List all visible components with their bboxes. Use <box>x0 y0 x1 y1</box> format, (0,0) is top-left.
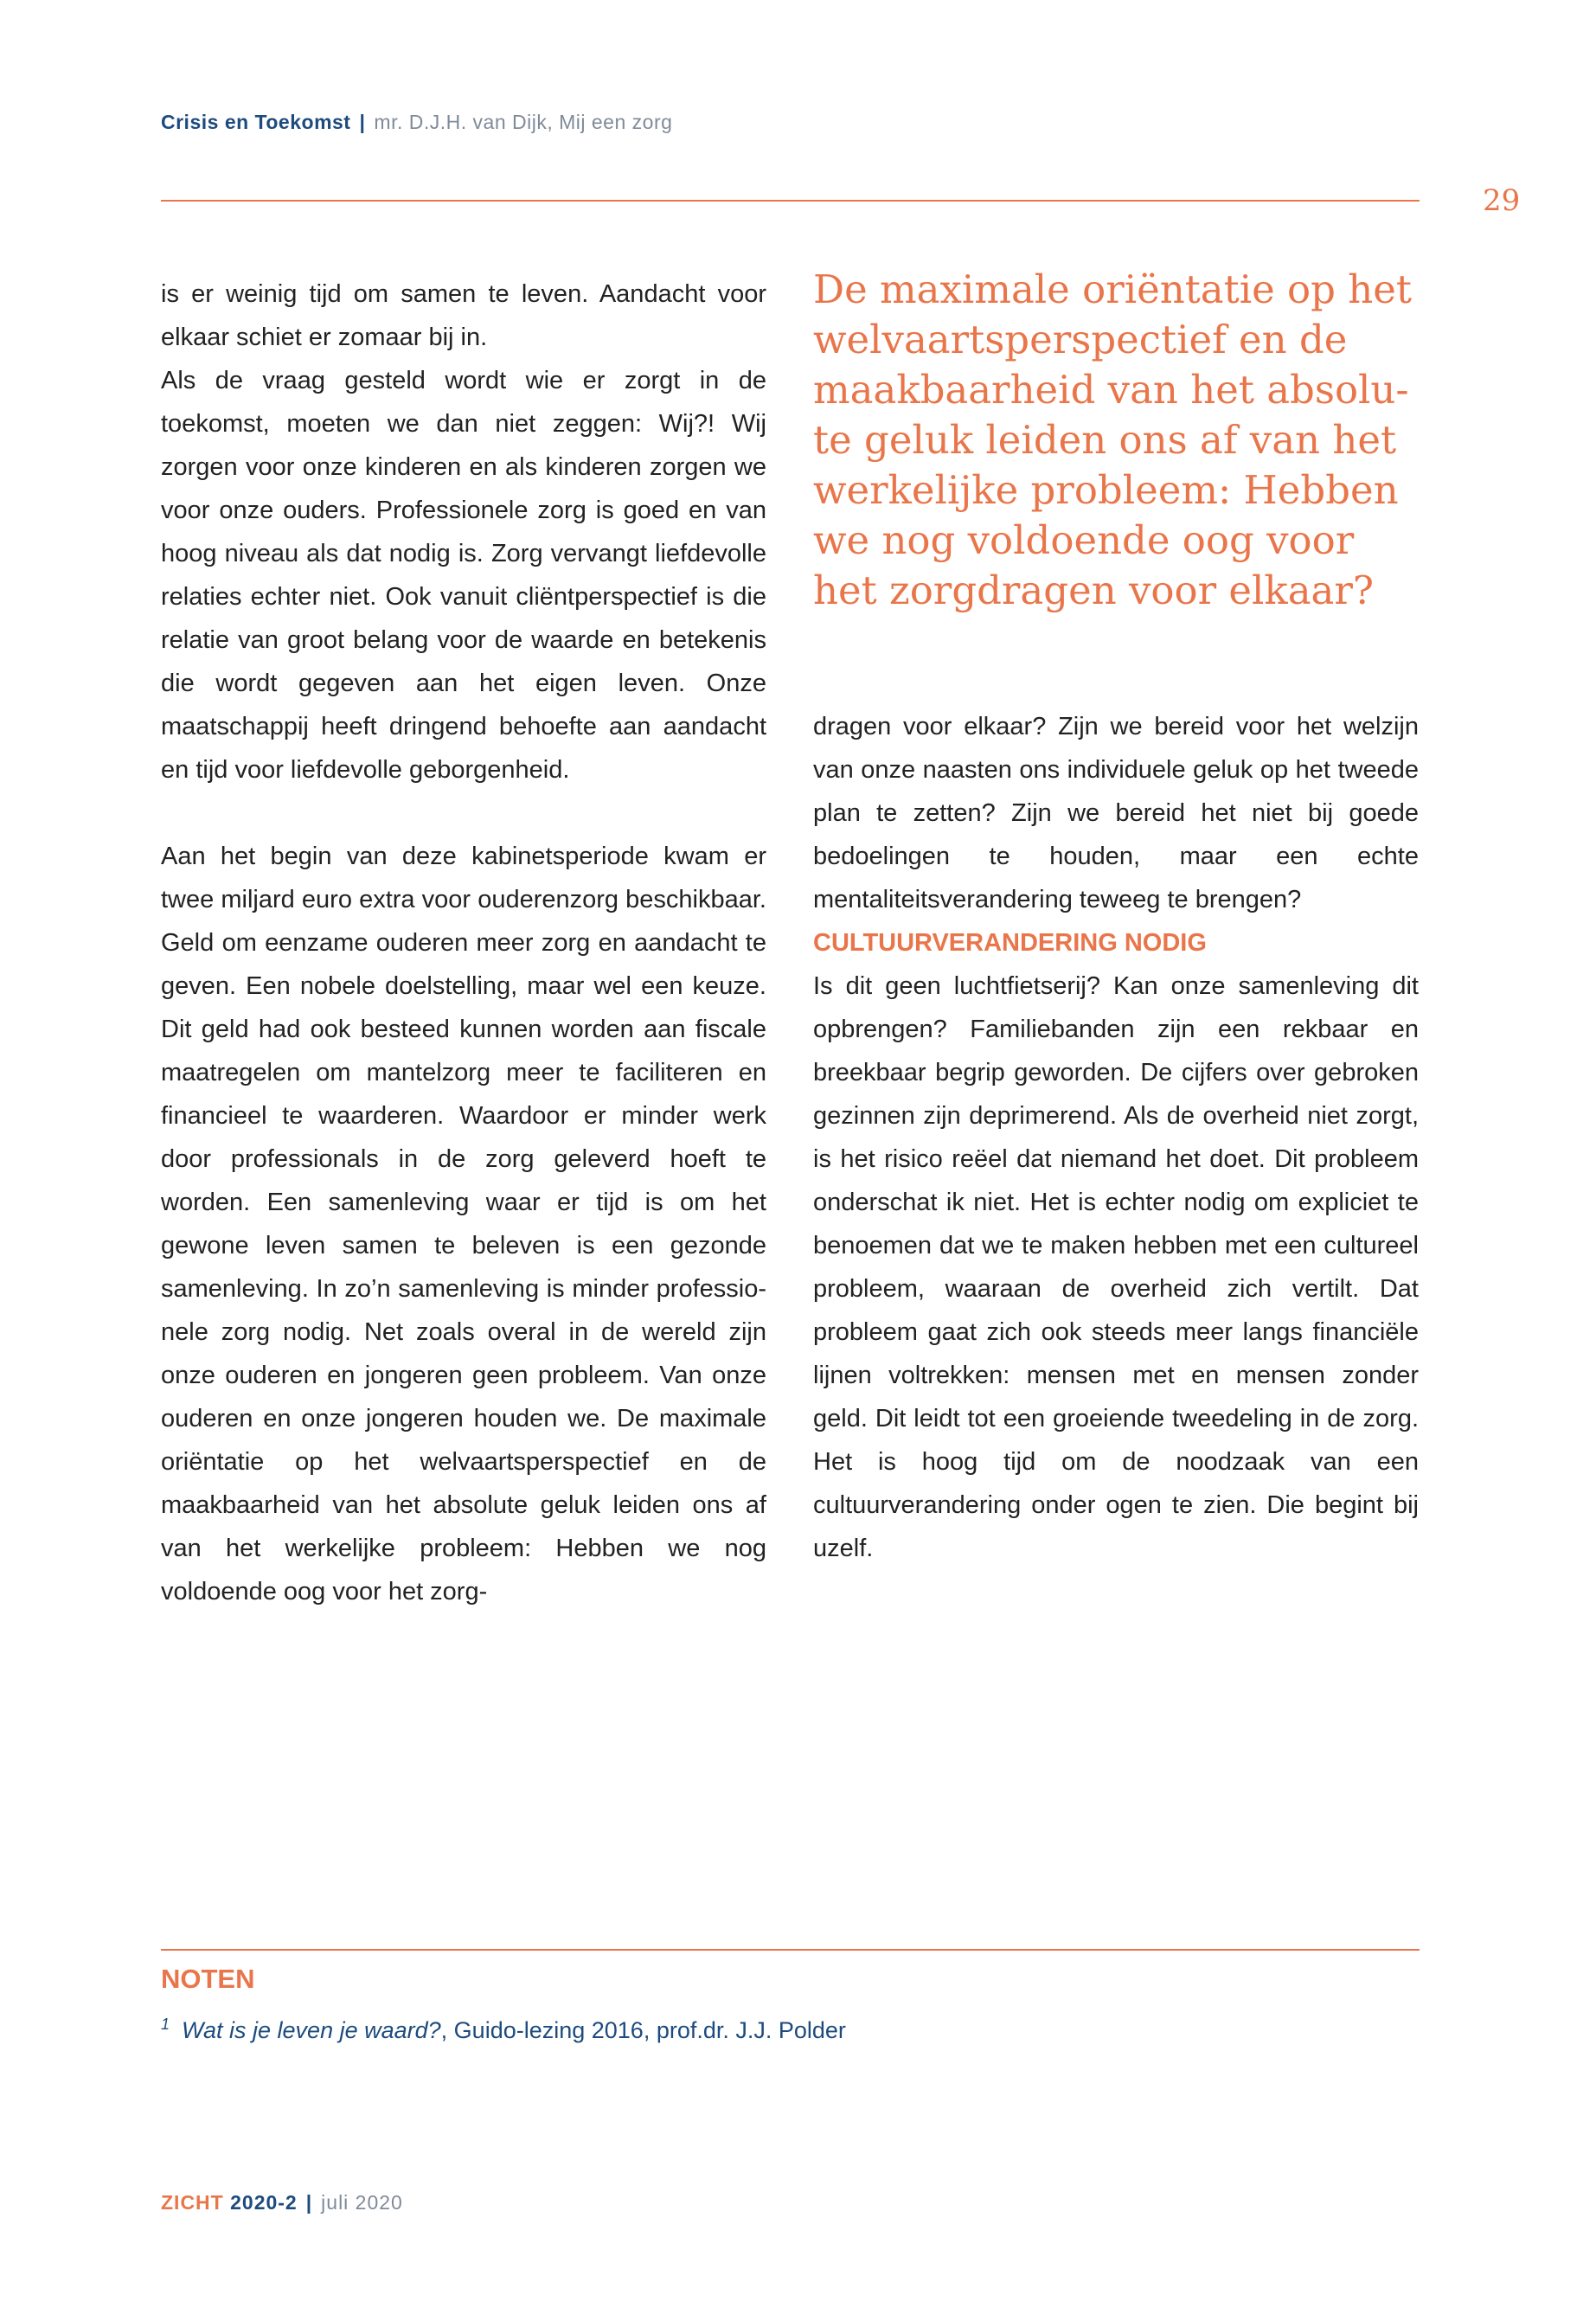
footnote-number: 1 <box>161 2016 170 2033</box>
body-paragraph: Is dit geen luchtfietserij? Kan onze samenleving dit opbrengen? Familiebanden zijn een rekbaar en breekbaar begrip geworden. De cijfers over gebroken gezinnen zijn deprimerend. Als de overheid niet zorgt, is het risico reëel dat niemand het doet. Dit probleem onderschat ik niet. Het is echter nodig om expliciet te benoemen dat we te maken hebben met een cultureel probleem, waaraan de overheid zich vertilt. Dat probleem gaat zich ook steeds meer langs financiële lijnen voltrekken: mensen met en mensen zonder geld. Dit leidt tot een groeiende tweedeling in de zorg. Het is hoog tijd om de noodzaak van een cultuurverandering onder ogen te zien. Die begint bij uzelf. <box>813 972 1419 1562</box>
page-number: 29 <box>1483 183 1521 218</box>
notes-heading: NOTEN <box>161 1964 255 1994</box>
footnote-title: Wat is je leven je waard? <box>182 2017 441 2043</box>
right-column <box>813 705 1419 1570</box>
footnote-item <box>161 2007 846 2048</box>
running-footer <box>161 2191 403 2214</box>
header-rule <box>161 200 1420 202</box>
magazine-name: ZICHT <box>161 2191 224 2214</box>
footer-separator: | <box>305 2191 313 2214</box>
pull-quote: De maximale oriëntatie op het welvaartsperspectief en de maakbaarheid van het absolu- te geluk leiden ons af van het werkelijke probleem: Hebben we nog voldoende oog voor het zorgdragen voor elkaar? <box>813 266 1412 613</box>
article-reference: mr. D.J.H. van Dijk, Mij een zorg <box>374 111 673 133</box>
magazine-issue: 2020-2 <box>230 2191 298 2214</box>
body-paragraph: Als de vraag gesteld wordt wie er zorgt in de toekomst, moeten we dan niet zeggen: Wij?! Wij zorgen voor onze kinderen en als kinderen zorgen we voor onze ouders. Professionele zorg is goed en van hoog niveau als dat nodig is. Zorg vervangt liefdevolle relaties echter niet. Ook vanuit cliëntperspectief is die relatie van groot belang voor de waarde en betekenis die wordt gegeven aan het eigen leven. Onze maatschappij heeft dringend behoefte aan aandacht en tijd voor liefdevolle geborgenheid. <box>161 367 766 784</box>
notes-rule <box>161 1949 1420 1951</box>
body-paragraph: dragen voor elkaar? Zijn we bereid voor het welzijn van onze naasten ons individuele geluk op het tweede plan te zetten? Zijn we bereid het niet bij goede bedoelingen te houden, maar een echte mentaliteitsverandering teweeg te brengen? <box>813 713 1419 913</box>
body-paragraph: Aan het begin van deze kabinetsperiode kwam er twee miljard euro extra voor ouderenzorg beschikbaar. Geld om eenzame ouderen meer zorg en aandacht te geven. Een nobele doelstelling, maar wel een keuze. Dit geld had ook besteed kunnen worden aan fiscale maatregelen om mantelzorg meer te faciliteren en financieel te waarderen. Waardoor er minder werk door professionals in de zorg geleverd hoeft te worden. Een samenleving waar er tijd is om het gewone leven samen te beleven is een gezonde samenleving. In zo’n samenleving is minder professionele zorg nodig. Net zoals overal in de wereld zijn onze ouderen en jongeren geen probleem. Van onze ouderen en onze jongeren houden we. De maximale oriëntatie op het welvaartsperspectief en de maakbaarheid van het absolute geluk leiden ons af van het werkelijke probleem: Hebben we nog voldoende oog voor het zorg- <box>161 843 766 1606</box>
running-header <box>161 111 672 134</box>
section-heading: CULTUURVERANDERING NODIG <box>813 929 1207 957</box>
issue-date: juli 2020 <box>321 2191 403 2214</box>
body-paragraph: is er weinig tijd om samen te leven. Aandacht voor elkaar schiet er zomaar bij in. <box>161 280 766 351</box>
left-column <box>161 272 766 1613</box>
publication-title: Crisis en Toekomst <box>161 111 351 133</box>
footnote-citation: , Guido-lezing 2016, prof.dr. J.J. Polder <box>440 2017 846 2043</box>
header-separator: | <box>359 111 366 133</box>
